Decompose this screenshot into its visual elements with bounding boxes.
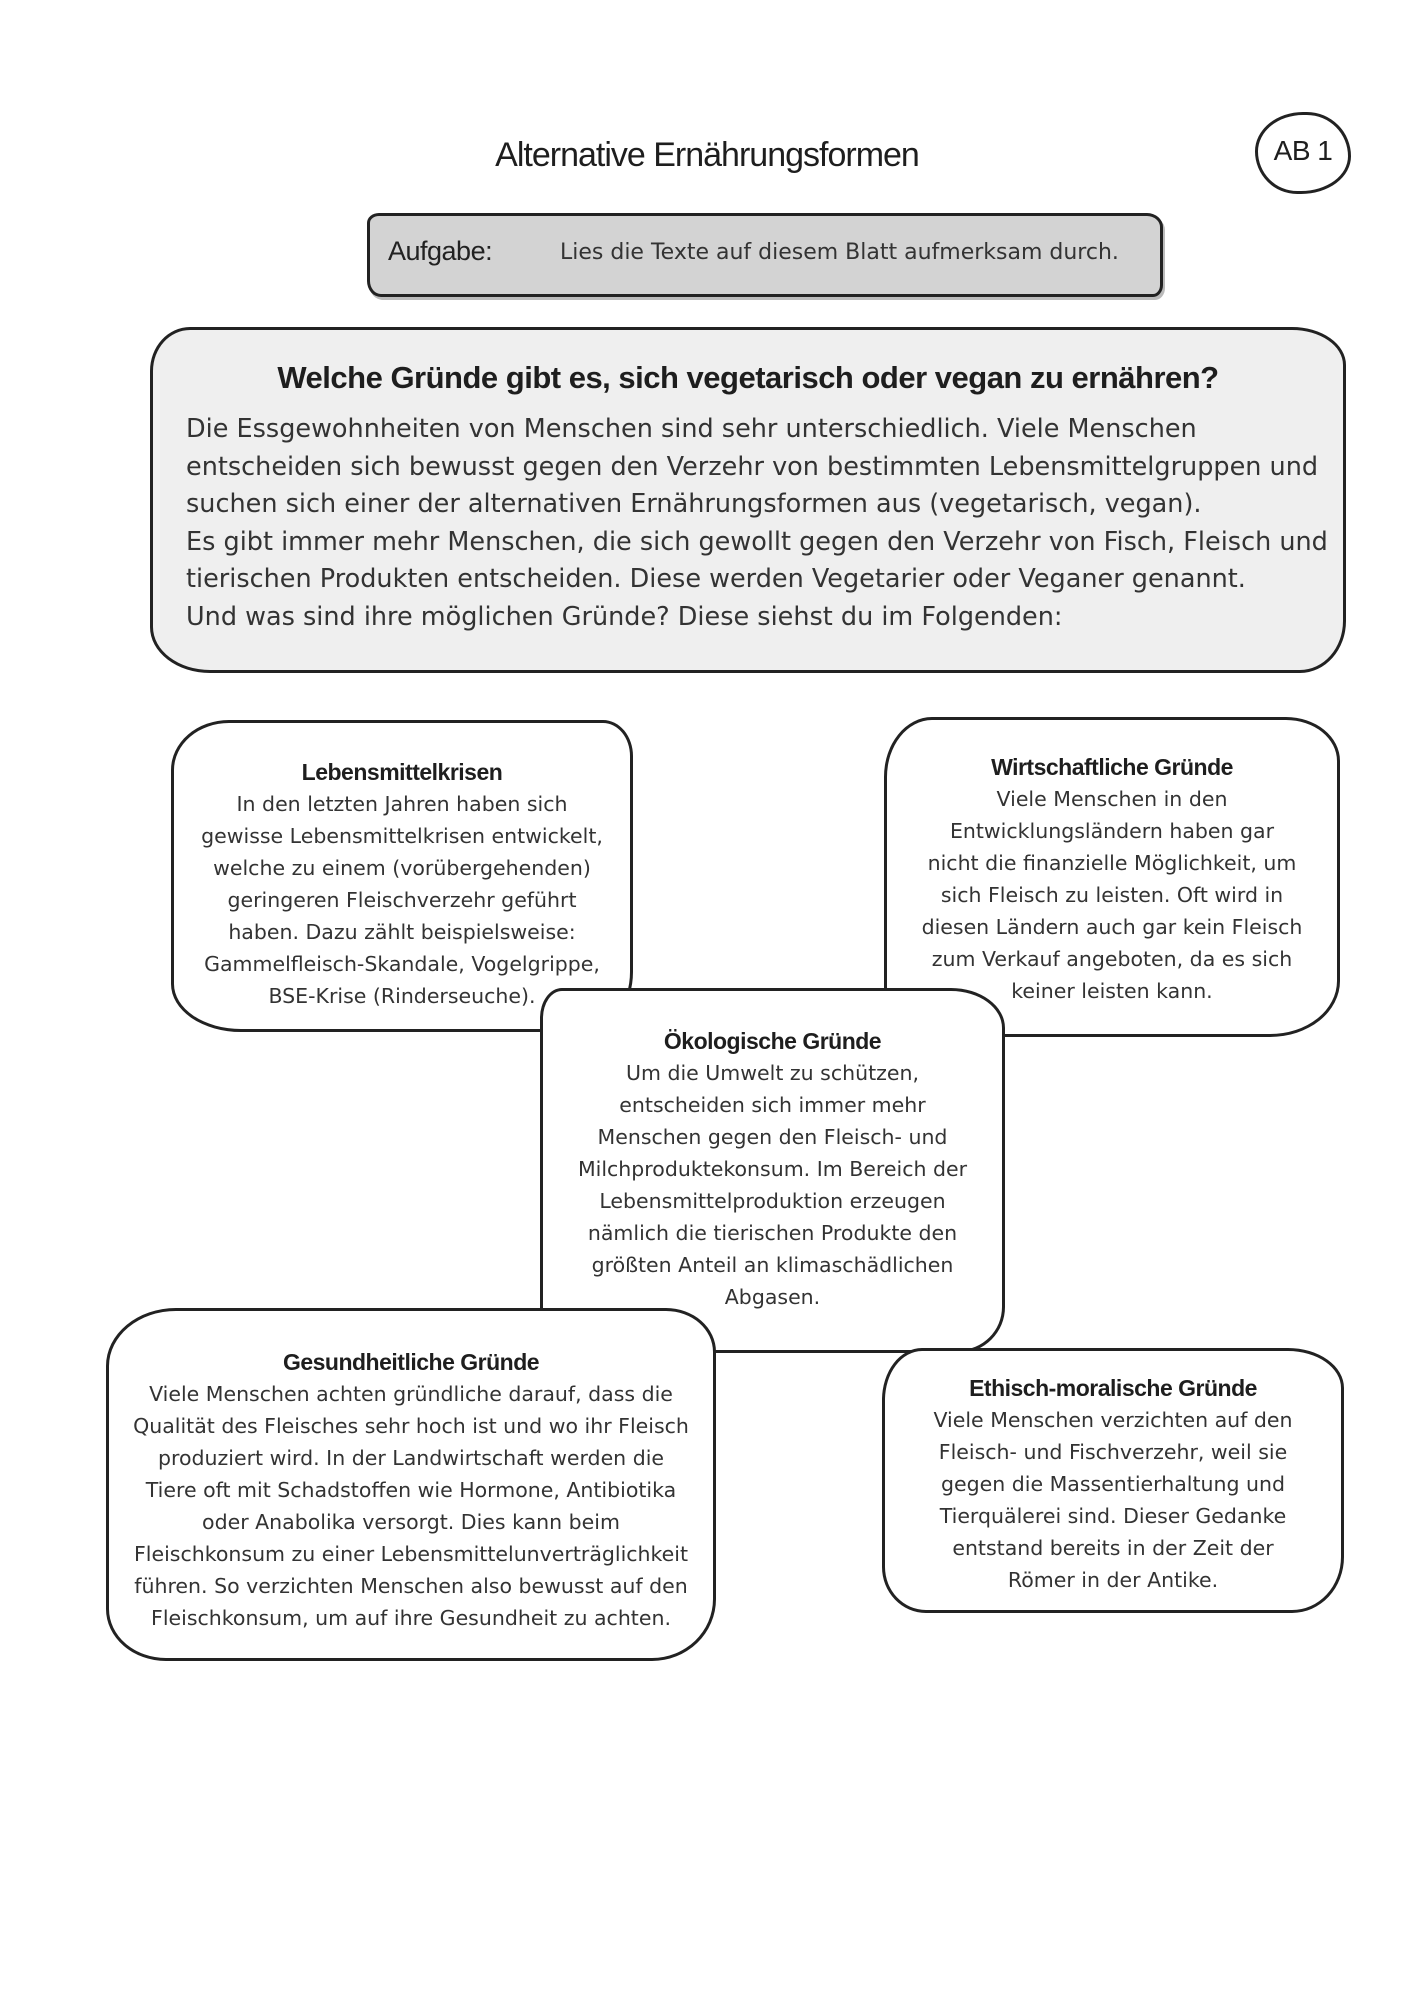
card-title: Lebensmittelkrisen bbox=[301, 759, 503, 785]
intro-heading: Welche Gründe gibt es, sich vegetarisch oder vegan zu ernähren? bbox=[277, 360, 1219, 395]
card-text bbox=[174, 788, 630, 1012]
card-line: Viele Menschen verzichten auf den bbox=[933, 1408, 1293, 1432]
card-line: nicht die finanzielle Möglichkeit, um bbox=[927, 851, 1297, 875]
intro-line: entscheiden sich bewusst gegen den Verzehr von bestimmten Lebensmittelgruppen und bbox=[186, 451, 1319, 482]
card-line: sich Fleisch zu leisten. Oft wird in bbox=[940, 883, 1284, 907]
card-line: Viele Menschen in den bbox=[996, 787, 1228, 811]
intro-box bbox=[150, 327, 1346, 673]
card-line: keiner leisten kann. bbox=[1011, 979, 1213, 1003]
card-line: oder Anabolika versorgt. Dies kann beim bbox=[202, 1510, 620, 1534]
card-line: gegen die Massentierhaltung und bbox=[940, 1472, 1286, 1496]
card-line: In den letzten Jahren haben sich bbox=[236, 792, 568, 816]
card-title: Ethisch-moralische Gründe bbox=[969, 1375, 1257, 1401]
card-line: entstand bereits in der Zeit der bbox=[952, 1536, 1274, 1560]
card-text bbox=[885, 1404, 1341, 1596]
intro-line: tierischen Produkten entscheiden. Diese werden Vegetarier oder Veganer genannt. bbox=[186, 564, 1246, 594]
card-line: diesen Ländern auch gar kein Fleisch bbox=[921, 915, 1303, 939]
card-title: Gesundheitliche Gründe bbox=[282, 1349, 540, 1375]
card-line: Menschen gegen den Fleisch- und bbox=[597, 1125, 948, 1149]
card-line: Milchproduktekonsum. Im Bereich der bbox=[577, 1157, 968, 1181]
card-title: Ökologische Gründe bbox=[663, 1028, 882, 1054]
intro-line: suchen sich einer der alternativen Ernährungsformen aus (vegetarisch, vegan). bbox=[186, 489, 1202, 519]
card-line: geringeren Fleischverzehr geführt bbox=[227, 888, 577, 912]
card-line: nämlich die tierischen Produkte den bbox=[587, 1221, 958, 1245]
card-line: Abgasen. bbox=[724, 1285, 821, 1309]
card-line: zum Verkauf angeboten, da es sich bbox=[931, 947, 1293, 971]
card-line: Um die Umwelt zu schützen, bbox=[625, 1061, 920, 1085]
card-line: Tierquälerei sind. Dieser Gedanke bbox=[939, 1504, 1287, 1528]
card-line: Tiere oft mit Schadstoffen wie Hormone, Antibiotika bbox=[145, 1478, 677, 1502]
card-line: Qualität des Fleisches sehr hoch ist und wo ihr Fleisch bbox=[133, 1414, 689, 1438]
card-lebensmittelkrisen bbox=[171, 720, 633, 1032]
card-line: welche zu einem (vorübergehenden) bbox=[213, 856, 591, 880]
card-line: produziert wird. In der Landwirtschaft werden die bbox=[157, 1446, 665, 1470]
card-line: Entwicklungsländern haben gar bbox=[949, 819, 1275, 843]
card-line: gewisse Lebensmittelkrisen entwickelt, bbox=[201, 824, 603, 848]
intro-line: Und was sind ihre möglichen Gründe? Diese siehst du im Folgenden: bbox=[186, 601, 1063, 632]
card-line: Viele Menschen achten gründliche darauf, dass die bbox=[149, 1382, 673, 1406]
card-line: größten Anteil an klimaschädlichen bbox=[591, 1253, 954, 1277]
card-line: BSE-Krise (Rinderseuche). bbox=[268, 984, 536, 1008]
intro-line: Die Essgewohnheiten von Menschen sind sehr unterschiedlich. Viele Menschen bbox=[186, 414, 1197, 444]
card-title: Wirtschaftliche Gründe bbox=[991, 754, 1233, 780]
card-ethisch-moralische-gruende bbox=[882, 1348, 1344, 1613]
card-line: haben. Dazu zählt beispielsweise: bbox=[228, 920, 576, 944]
task-text: Lies die Texte auf diesem Blatt aufmerksam durch. bbox=[560, 240, 1119, 265]
card-line: führen. So verzichten Menschen also bewusst auf den bbox=[134, 1574, 688, 1598]
worksheet-badge-label: AB 1 bbox=[1273, 135, 1333, 166]
card-text bbox=[109, 1378, 713, 1634]
card-line: Fleischkonsum, um auf ihre Gesundheit zu achten. bbox=[151, 1606, 671, 1630]
card-oekologische-gruende bbox=[540, 988, 1005, 1353]
card-line: Lebensmittelproduktion erzeugen bbox=[599, 1189, 946, 1213]
page-title: Alternative Ernährungsformen bbox=[495, 136, 919, 174]
worksheet-badge bbox=[1255, 112, 1351, 194]
card-line: Gammelfleisch-Skandale, Vogelgrippe, bbox=[204, 952, 600, 976]
card-text bbox=[887, 783, 1337, 1007]
card-line: Römer in der Antike. bbox=[1007, 1568, 1219, 1592]
intro-text bbox=[186, 411, 1326, 636]
card-text bbox=[543, 1057, 1002, 1313]
card-line: Fleischkonsum zu einer Lebensmittelunverträglichkeit bbox=[133, 1542, 689, 1566]
card-line: Fleisch- und Fischverzehr, weil sie bbox=[938, 1440, 1288, 1464]
task-box bbox=[367, 213, 1163, 297]
card-line: entscheiden sich immer mehr bbox=[619, 1093, 926, 1117]
card-gesundheitliche-gruende bbox=[106, 1308, 716, 1661]
intro-line: Es gibt immer mehr Menschen, die sich gewollt gegen den Verzehr von Fisch, Fleisch und bbox=[186, 526, 1328, 557]
task-label: Aufgabe: bbox=[388, 236, 493, 266]
